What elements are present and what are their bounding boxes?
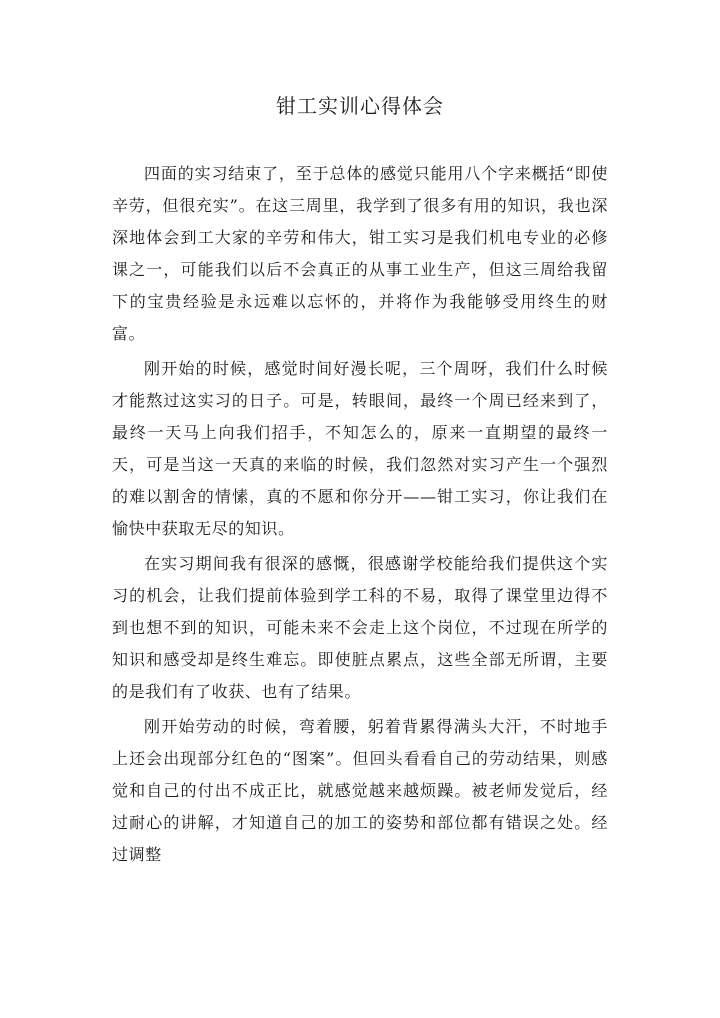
paragraph-3: 在实习期间我有很深的感慨，很感谢学校能给我们提供这个实习的机会，让我们提前体验到学工科的不易，取得了课堂里边得不到也想不到的知识，可能未来不会走上这个岗位，不过现在所学的知识和感受却是终生难忘。即使脏点累点，这些全部无所谓，主要的是我们有了收获、也有了结果。 (112, 554, 608, 701)
paragraph-1: 四面的实习结束了，至于总体的感觉只能用八个字来概括“即使辛劳，但很充实”。在这三周里，我学到了很多有用的知识，我也深深地体会到工大家的辛劳和伟大，钳工实习是我们机电专业的必修课之一，可能我们以后不会真正的从事工业生产，但这三周给我留下的宝贵经验是永远难以忘怀的，并将作为我能够受用终生的财富。 (112, 164, 608, 343)
paragraph-4: 刚开始劳动的时候，弯着腰，躬着背累得满头大汗，不时地手上还会出现部分红色的“图案”。但回头看看自己的劳动结果，则感觉和自己的付出不成正比，就感觉越来越烦躁。被老师发觉后，经过耐心的讲解，才知道自己的加工的姿势和部位都有错误之处。经过调整 (112, 717, 608, 864)
document-title: 钳工实训心得体会 (276, 94, 444, 118)
document-body (112, 158, 608, 871)
paragraph-2: 刚开始的时候，感觉时间好漫长呢，三个周呀，我们什么时候才能熬过这实习的日子。可是，转眼间，最终一个周已经来到了，最终一天马上向我们招手，不知怎么的，原来一直期望的最终一天，可是当这一天真的来临的时候，我们忽然对实习产生一个强烈的难以割舍的情愫，真的不愿和你分开——钳工实习，你让我们在愉快中获取无尽的知识。 (112, 359, 608, 538)
